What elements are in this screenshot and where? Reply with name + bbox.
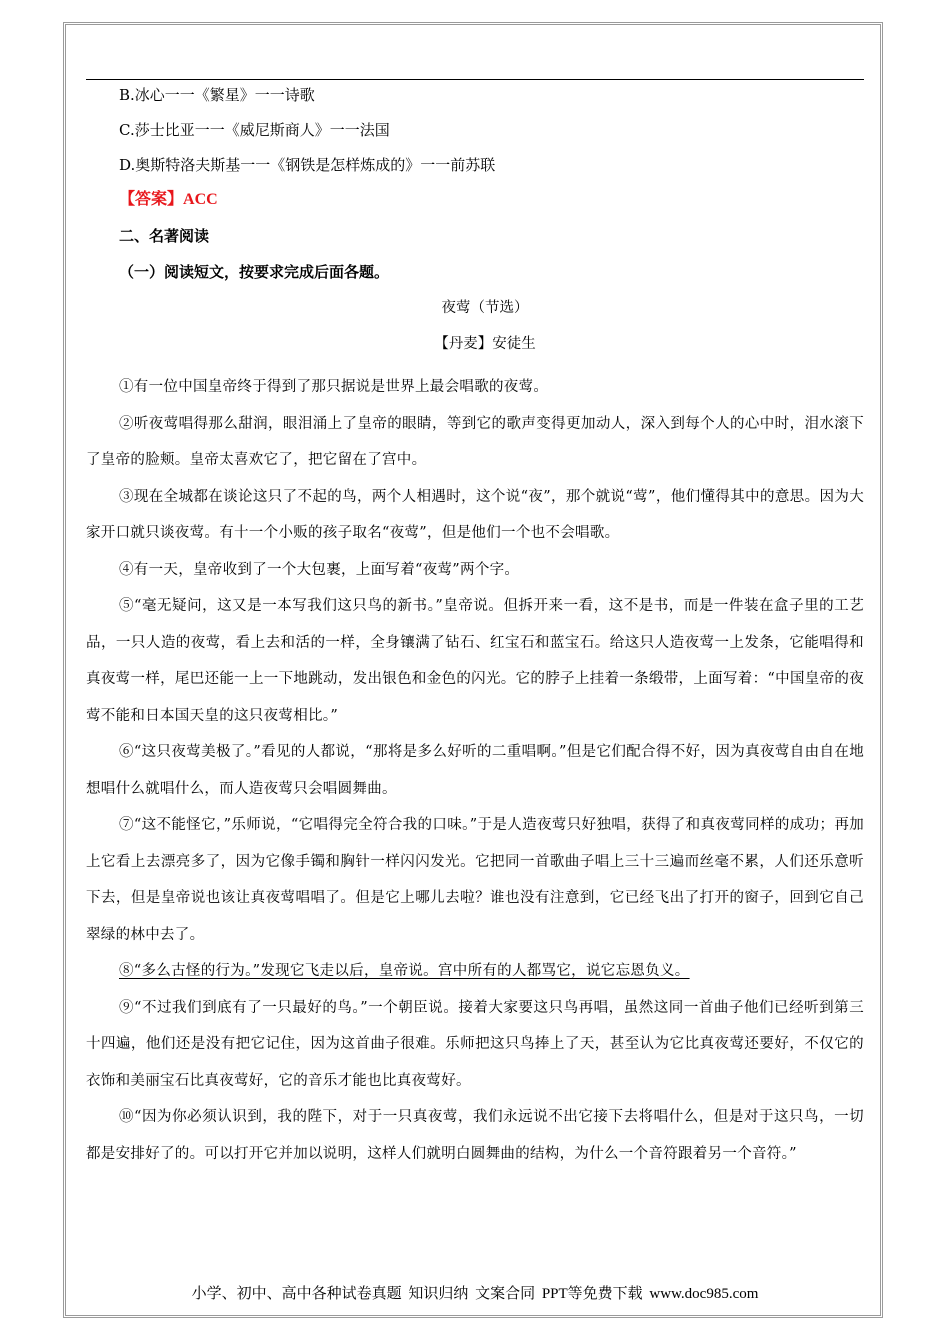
document-body [86, 84, 864, 1172]
article-author: 【丹麦】安徒生 [434, 336, 536, 352]
paragraph-7: ⑦“这不能怪它，”乐师说，“它唱得完全符合我的口味。”于是人造夜莺只好独唱，获得了和真夜莺同样的成功；再加上它看上去漂亮多了，因为它像手镯和胸针一样闪闪发光。它把同一首歌曲子唱上三十三遍而丝毫不累，人们还乐意听下去，但是皇帝说也该让真夜莺唱唱了。但是它上哪儿去啦？谁也没有注意到，它已经飞出了打开的窗子，回到它自己翠绿的林中去了。 [86, 817, 864, 943]
paragraph-3: ③现在全城都在谈论这只了不起的鸟，两个人相遇时，这个说“夜”，那个就说“莺”，他们懂得其中的意思。因为大家开口就只谈夜莺。有十一个小贩的孩子取名“夜莺”，但是他们一个也不会唱歌。 [86, 488, 864, 541]
header-rule [86, 79, 864, 80]
paragraph-2: ②听夜莺唱得那么甜润，眼泪涌上了皇帝的眼睛，等到它的歌声变得更加动人，深入到每个人的心中时，泪水滚下了皇帝的脸颊。皇帝太喜欢它了，把它留在了宫中。 [86, 415, 864, 468]
section-heading: 二、名著阅读 [119, 227, 210, 245]
answer-label: 【答案】 [119, 191, 184, 208]
paragraph-9: ⑨“不过我们到底有了一只最好的鸟。”一个朝臣说。接着大家要这只鸟再唱，虽然这同一首曲子他们已经听到第三十四遍，他们还是没有把它记住，因为这首曲子很难。乐师把这只鸟捧上了天，甚至认为它比真夜莺还要好，不仅它的衣饰和美丽宝石比真夜莺好，它的音乐才能也比真夜莺好。 [86, 999, 864, 1089]
paragraph-6: ⑥“这只夜莺美极了。”看见的人都说，“那将是多么好听的二重唱啊。”但是它们配合得不好，因为真夜莺自由自在地想唱什么就唱什么，而人造夜莺只会唱圆舞曲。 [86, 744, 864, 797]
option-d: D.奥斯特洛夫斯基一一《钢铁是怎样炼成的》一一前苏联 [119, 156, 496, 174]
paragraph-4: ④有一天，皇帝收到了一个大包裹，上面写着“夜莺”两个字。 [119, 561, 520, 578]
paragraph-5: ⑤“毫无疑问，这又是一本写我们这只鸟的新书。”皇帝说。但拆开来一看，这不是书，而是一件装在盒子里的工艺品，一只人造的夜莺，看上去和活的一样，全身镶满了钻石、红宝石和蓝宝石。给这只人造夜莺一上发条，它能唱得和真夜莺一样，尾巴还能一上一下地跳动，发出银色和金色的闪光。它的脖子上挂着一条缎带，上面写着：“中国皇帝的夜莺不能和日本国天皇的这只夜莺相比。” [86, 598, 864, 724]
paragraph-10: ⑩“因为你必须认识到，我的陛下，对于一只真夜莺，我们永远说不出它接下去将唱什么，但是对于这只鸟，一切都是安排好了的。可以打开它并加以说明，这样人们就明白圆舞曲的结构，为什么一个音符跟着另一个音符。” [86, 1109, 864, 1162]
answer-line [119, 189, 864, 225]
option-c: C.莎士比亚一一《威尼斯商人》一一法国 [119, 121, 390, 139]
paragraph-8-underlined [86, 953, 864, 990]
article-title: 夜莺（节选） [441, 300, 529, 316]
sub-heading: （一）阅读短文，按要求完成后面各题。 [119, 263, 390, 281]
answer-value: ACC [183, 191, 218, 208]
paragraph-1: ①有一位中国皇帝终于得到了那只据说是世界上最会唱歌的夜莺。 [119, 379, 549, 395]
option-b: B.冰心一一《繁星》一一诗歌 [119, 86, 315, 104]
paragraph-8-text: ⑧“多么古怪的行为。”发现它飞走以后，皇帝说。宫中所有的人都骂它，说它忘恩负义。 [119, 963, 690, 979]
page-footer: 小学、初中、高中各种试卷真题 知识归纳 文案合同 PPT等免费下载 www.doc985.com [191, 1286, 759, 1302]
